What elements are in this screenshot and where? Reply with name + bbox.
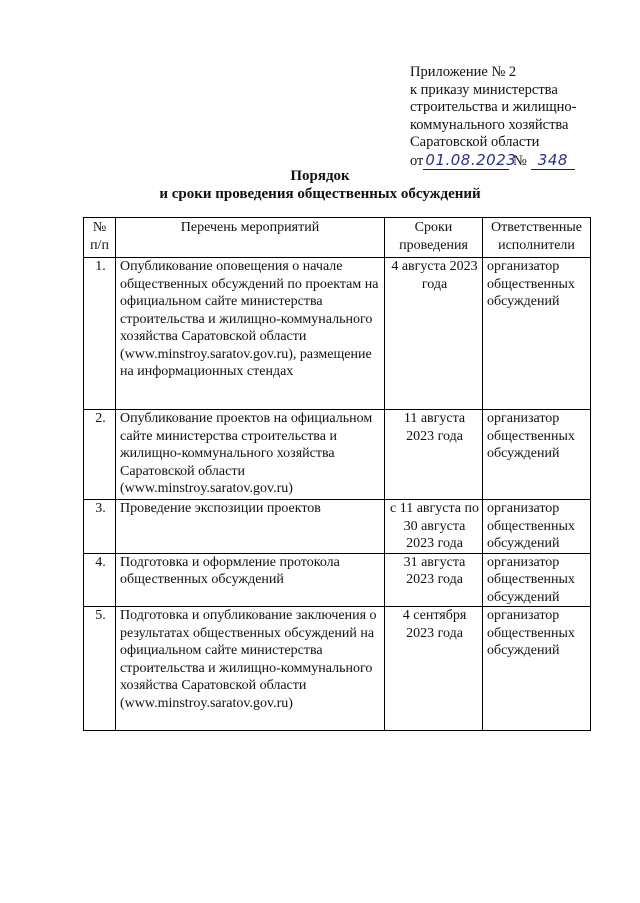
row-executors: организатор общественных обсуждений xyxy=(483,258,591,410)
header-event: Перечень мероприятий xyxy=(116,218,385,258)
table-row xyxy=(84,258,591,410)
from-prefix: от xyxy=(410,152,424,169)
table-header-row xyxy=(84,218,591,258)
row-dates: 11 августа 2023 года xyxy=(385,410,483,500)
appendix-line-3: строительства и жилищно- xyxy=(410,99,577,115)
appendix-header xyxy=(410,64,610,170)
header-executors: Ответственные исполнители xyxy=(483,218,591,258)
appendix-line-5: Саратовской области xyxy=(410,134,540,150)
row-dates: 4 сентября 2023 года xyxy=(385,607,483,731)
row-event: Опубликование оповещения о начале общественных обсуждений по проектам на официальном сайте министерства строительства и жилищно-коммунального хозяйства Саратовской области (www.minstroy.saratov.gov.ru), размещение на информационных стендах xyxy=(116,258,385,410)
row-executors: организатор общественных обсуждений xyxy=(483,607,591,731)
row-num: 4. xyxy=(84,553,116,607)
row-num: 5. xyxy=(84,607,116,731)
row-event: Подготовка и опубликование заключения о результатах общественных обсуждений на официальном сайте министерства строительства и жилищно-коммунального хозяйства Саратовской области (www.minstroy.saratov.gov.ru) xyxy=(116,607,385,731)
header-num: № п/п xyxy=(84,218,116,258)
row-dates: с 11 августа по 30 августа 2023 года xyxy=(385,500,483,554)
row-num: 1. xyxy=(84,258,116,410)
events-table xyxy=(83,217,591,731)
table-row xyxy=(84,410,591,500)
appendix-line-4: коммунального хозяйства xyxy=(410,116,569,133)
row-dates: 4 августа 2023 года xyxy=(385,258,483,410)
table-row xyxy=(84,553,591,607)
document-subtitle: и сроки проведения общественных обсуждений xyxy=(159,186,481,202)
handwritten-number: 348 xyxy=(531,152,575,171)
row-executors: организатор общественных обсуждений xyxy=(483,500,591,554)
row-event: Проведение экспозиции проектов xyxy=(116,500,385,554)
row-executors: организатор общественных обсуждений xyxy=(483,553,591,607)
row-dates: 31 августа 2023 года xyxy=(385,553,483,607)
row-event: Подготовка и оформление протокола общественных обсуждений xyxy=(116,553,385,607)
handwritten-date: 01.08.2023 xyxy=(425,150,517,169)
row-executors: организатор общественных обсуждений xyxy=(483,410,591,500)
table-row xyxy=(84,500,591,554)
table-row xyxy=(84,607,591,731)
row-num: 3. xyxy=(84,500,116,554)
row-num: 2. xyxy=(84,410,116,500)
row-event: Опубликование проектов на официальном сайте министерства строительства и жилищно-коммунального хозяйства Саратовской области (www.minstroy.saratov.gov.ru) xyxy=(116,410,385,500)
appendix-line-1: Приложение № 2 xyxy=(410,64,517,80)
header-dates: Сроки проведения xyxy=(385,218,483,258)
document-title: Порядок xyxy=(290,168,350,184)
appendix-line-2: к приказу министерства xyxy=(410,81,558,98)
number-sign: № xyxy=(513,152,527,169)
